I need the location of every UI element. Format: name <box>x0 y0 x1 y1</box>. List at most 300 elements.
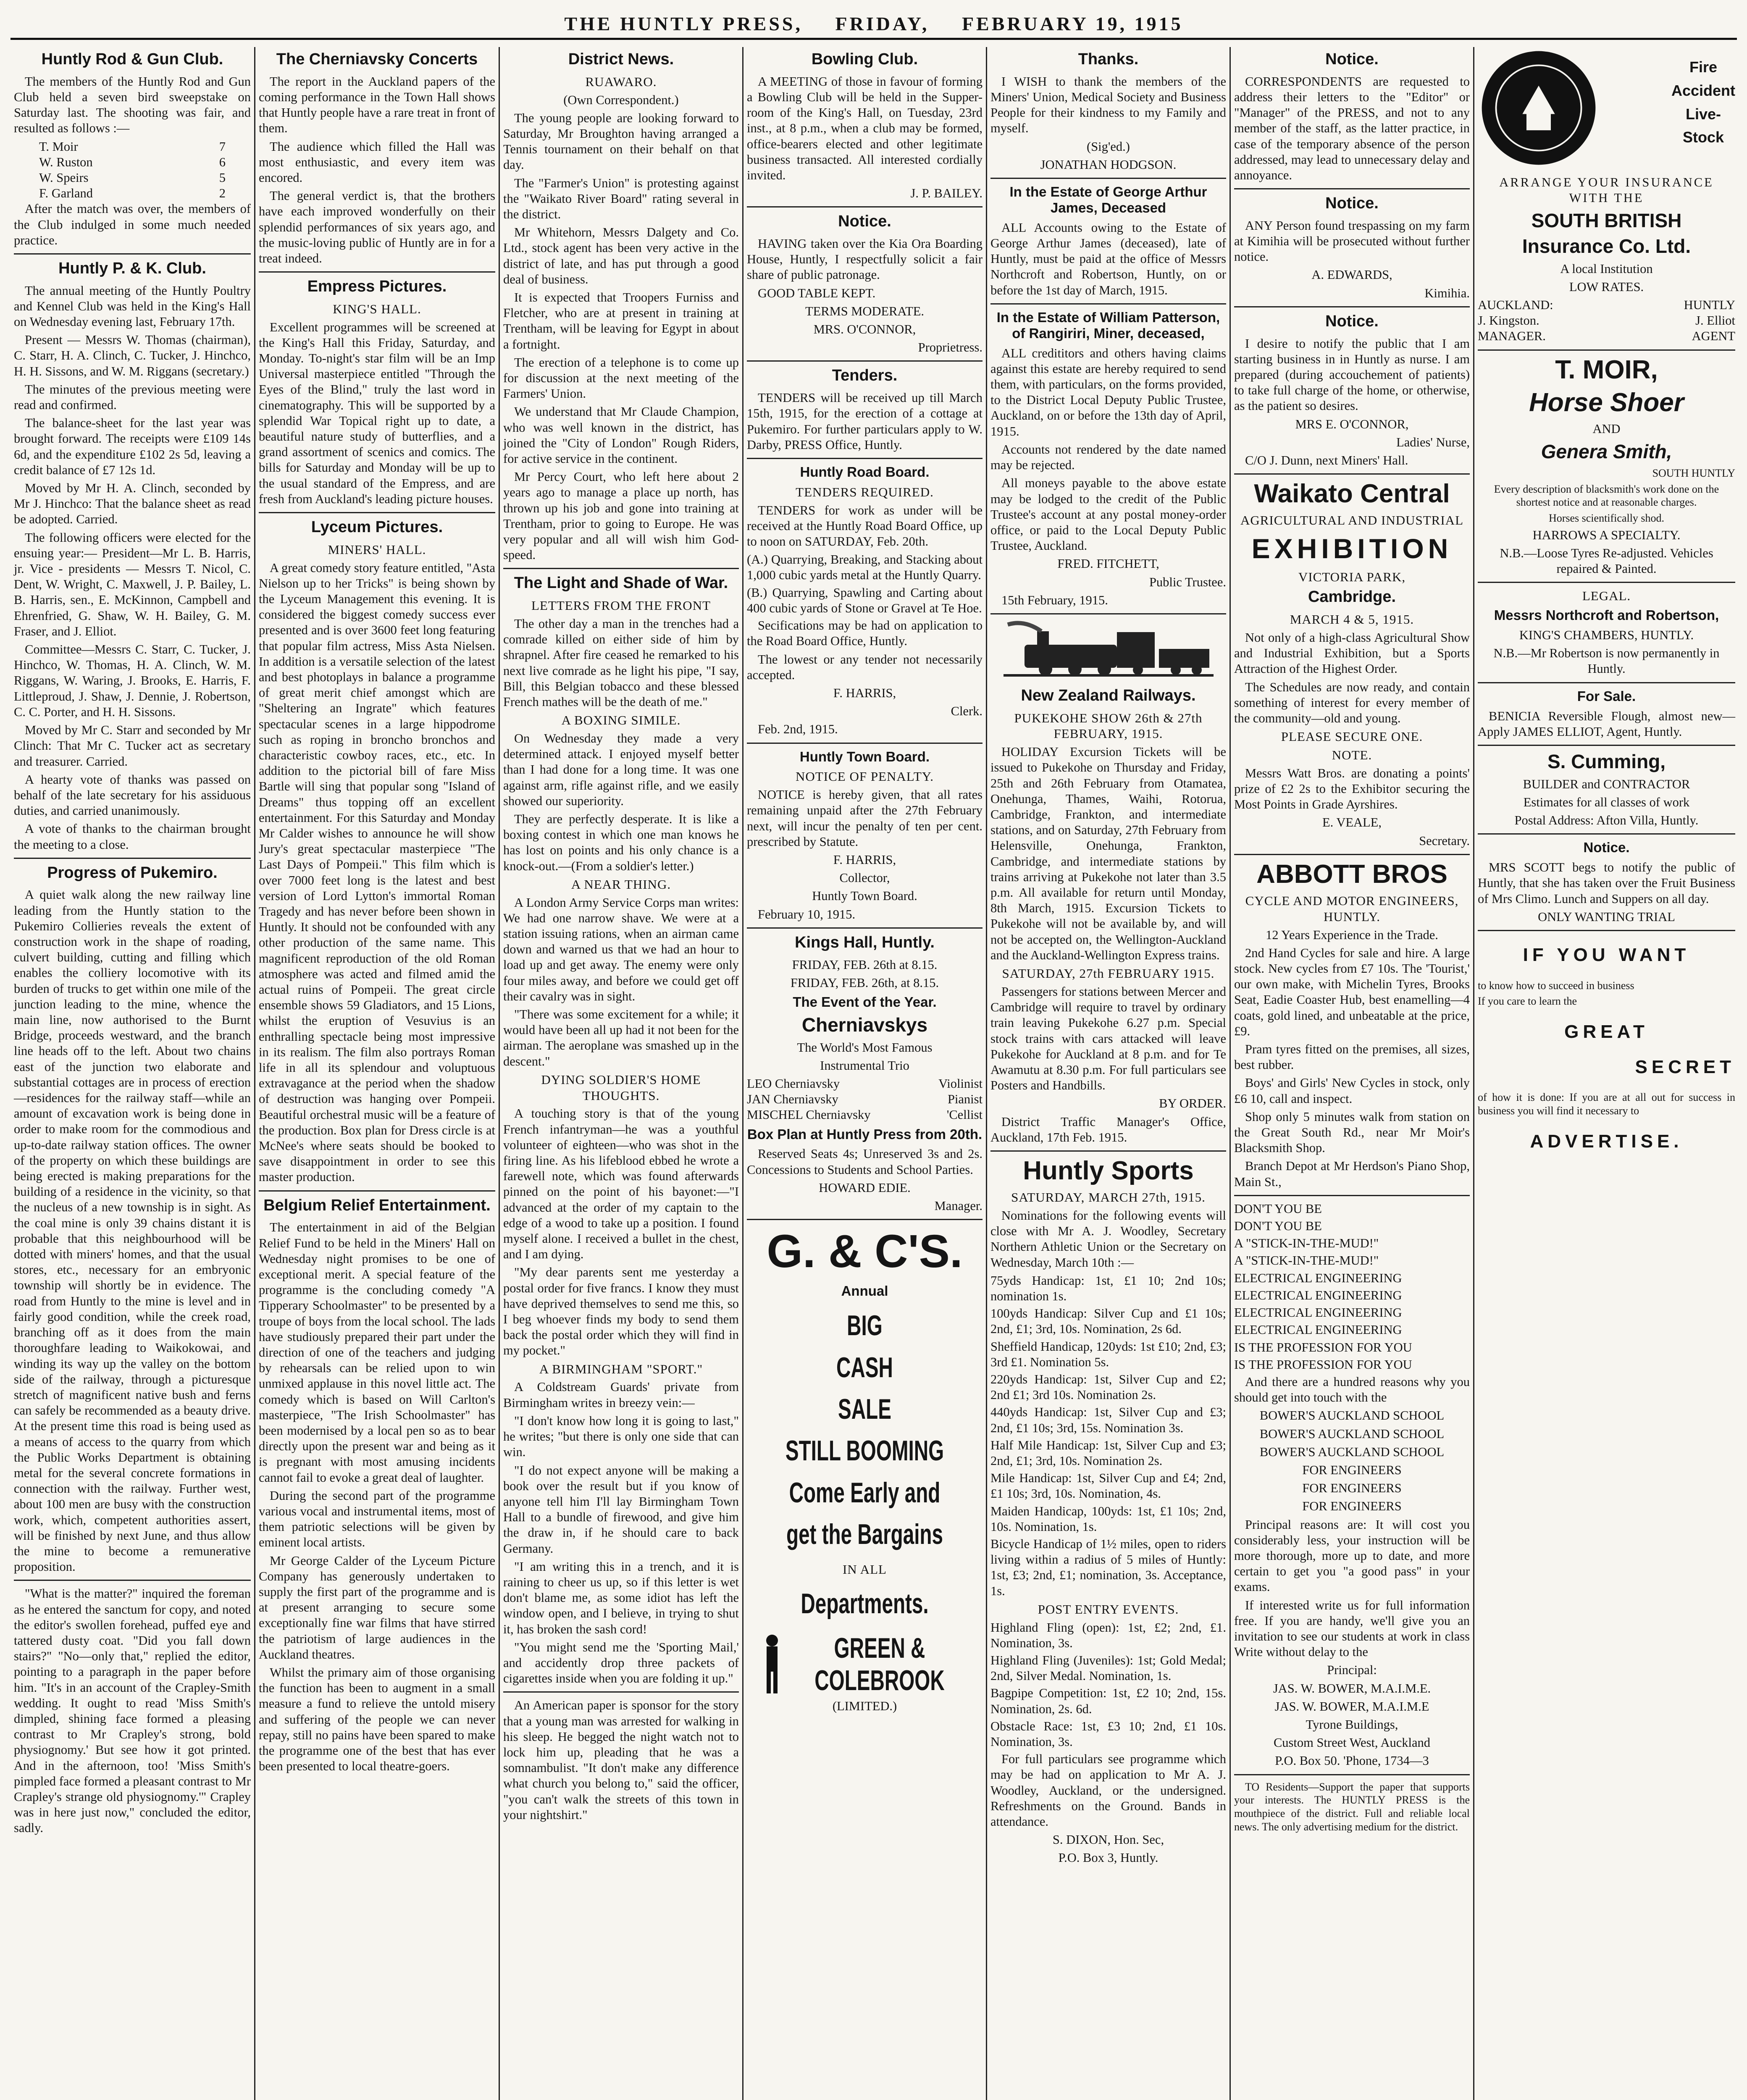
boarding-text: TERMS MODERATE. <box>805 304 924 318</box>
sports-event: Bagpipe Competition: 1st, £2 10; 2nd, 15s. Nomination, 2s. 6d. <box>990 1686 1226 1716</box>
pk-club-text: A vote of thanks to the chairman brought the meeting to a close. <box>14 822 251 852</box>
district-text: The young people are looking forward to Saturday, Mr Broughton having arranged a Tennis tournament on their behalf on that day. <box>503 110 739 172</box>
advertise-if-you-want: IF YOU WANT <box>1523 944 1690 965</box>
waikato-town: Cambridge. <box>1308 588 1396 606</box>
sports-event: 75yds Handicap: 1st, £1 10; 2nd 10s; nomination 1s. <box>990 1273 1226 1303</box>
bower-street: Custom Street West, Auckland <box>1273 1735 1431 1750</box>
war-title: The Light and Shade of War. <box>514 574 728 592</box>
bower-line: DON'T YOU BE <box>1234 1201 1322 1216</box>
bower-ee: ELECTRICAL ENGINEERING <box>1234 1323 1402 1337</box>
divider <box>1478 745 1735 746</box>
bower-school: BOWER'S AUCKLAND SCHOOL <box>1259 1408 1445 1423</box>
cumming-address: Postal Address: Afton Villa, Huntly. <box>1514 813 1699 827</box>
waikato-text: The Schedules are now ready, and contain something of interest for every member of the community—old and young. <box>1234 680 1470 725</box>
railways-by-order: BY ORDER. <box>1159 1096 1226 1111</box>
bowling-text: A MEETING of those in favour of forming a Bowling Club will be held in the Supper-room of the King's Hall, on Tuesday, 23rd inst., at 8 p.m., when a club may be formed, office-bearers elected and other legitimate business transacted. All interested cordially invited. <box>747 74 983 182</box>
abbott-text: Shop only 5 minutes walk from station on the Great South Rd., near Mr Moir's Blacksmith Shop. <box>1234 1109 1470 1155</box>
gc-limited: (LIMITED.) <box>832 1698 897 1713</box>
empress-title: Empress Pictures. <box>307 278 447 296</box>
sports-post-entry: POST ENTRY EVENTS. <box>1038 1601 1179 1617</box>
masthead <box>11 13 1737 40</box>
divider <box>14 1580 251 1581</box>
column-5 <box>986 47 1229 2100</box>
column-6 <box>1229 47 1473 2100</box>
advertise-text: to know how to succeed in business <box>1478 979 1634 992</box>
bower-line: A "STICK-IN-THE-MUD!" <box>1234 1253 1379 1268</box>
kings-hall-signature: HOWARD EDIE. <box>819 1180 911 1195</box>
pukemiro-text: A quiet walk along the new railway line leading from the Huntly station to the Pukemiro Collieries reveals the extent of construction work in the shape of roading, culvert building, cutting and filling which enables the colliery locomotive with its burden of trucks to get within one mile of the junction leading to the mine, whence the main line, now authorised to the Burnt Bridge, proceeds westward, and the branch line heads off to the left. About two chains east of the junction two elaborate and substantial cottages are in process of erection—residences for the railway staff—while an amount of excavation work is being done in order to make room for the commodious and up-to-date railway station offices. The owner of the property on which these buildings are being erected is making preparations for the building of a residence in the vicinity, so that the nucleus of a new township is in sight. As the coal mine is only 39 chains distant it is probable that this neighbourhood will be dotted with miners' homes, and that the usual stores, etc., necessary for an embryonic township will shortly be in evidence. The road from Huntly to the mine is level and in fairly good condition, while the creek road, branching off as it does from the main thoroughfare leading to Waikokowai, and winding its way up the valley on the bottom side of the railway, through a picturesque stretch of magnificent native bush and ferns can safely be recommended as a beauty drive. At the present time this road is being used as a means of access to the quarry from which the Public Works Department is obtaining metal for the several concrete formations in connection with the railway. Further west, about 100 men are busy with the construction work, which, competent authorities assert, will be finished by next June, and thus allow the mine to become a remunerative proposition. <box>14 887 251 1574</box>
divider <box>14 858 251 859</box>
war-text: "My dear parents sent me yesterday a postal order for five francs. I know they must have deprived themselves to send me this, so I beg whoever finds my body to send them back the postal order which they will find in my pocket." <box>503 1265 739 1358</box>
divider <box>747 206 983 207</box>
divider <box>747 1219 983 1220</box>
sleepwalker-anecdote: An American paper is sponsor for the story that a young man was arrested for walking in his sleep. He begged the night watch not to lock him up, pleading that he was a somnambulist. "It don't make any difference what church you belong to," said the officer, "you can't walk the streets of this town in your nightshirt." <box>503 1698 739 1822</box>
lyceum-text: A great comedy story feature entitled, "Asta Nielson up to her Tricks" is being shown by the Lyceum Management this evening. It is considered the biggest comedy success ever presented and is over 3600 feet long featuring that popular film actress, Miss Asta Nielsen. In addition is a versatile selection of the latest and best photoplays in balance a programme of great merit chief amongst which are "Sheltering an Ingrate" which features spectacular scenes in a large hippodrome such as roping in broncho bronchos and characteristic cowboy races, etc., etc. In addition to the pictorial bill of fare Miss Bartle will sing that popular song "Island of Dreams" thus topping off an excellent entertainment. For this Saturday and Monday Mr Calder wishes to announce he will show Jury's great spectacular masterpiece "The Last Days of Pompeii." This film which is over 7000 feet long is the latest and best version of Lord Lytton's immortal Roman Tragedy and has never before been shown in Huntly. It should not be confounded with any other production of the same name. This magnificent reproduction of the old Roman atmosphere was acted and filmed amid the actual ruins of Pompeii. The great circle ensemble shows 59 Gladiators, and 15 Lions, whilst the eruption of Vesuvius is an enthralling spectacle being most impressive in its realism. The film also portrays Roman life in all its splendour and voluptuous extravagance at the period when the shadow of destruction was hanging over Pompeii. Beautiful orchestral music will be a feature of the production. Box plan for Dress circle is at McNee's where seats should be booked to save disappointment in order to see this master production. <box>259 560 495 1184</box>
divider <box>1478 833 1735 835</box>
divider <box>1478 682 1735 683</box>
railways-text: HOLIDAY Excursion Tickets will be issued to Pukekohe on Thursday and Friday, 25th and 26th February from Otamatea, Onehunga, Thames, Waihi, Rotorua, Cambridge, Frankton, and intermediate stations, and on Saturday, 27th February from Helensville, Onehunga, Frankton, Cambridge, and intermediate stations by trains arriving at Pukekohe not later than 3.5 p.m. All available for return until Monday, 8th March, 1915. Excursion Tickets to Pukekohe will not be available by, and will not be accepted on, the Wellington-Auckland and the Auckland-Wellington Express trains. <box>990 745 1226 962</box>
score-row: W. Speirs 5 <box>39 170 226 185</box>
estate-james-text: ALL Accounts owing to the Estate of George Arthur James (deceased), late of Huntly, must be paid at the office of Messrs Northcroft and Robertson, Huntly, on or before the 1st day of March, 1915. <box>990 220 1226 297</box>
moir-text: Every description of blacksmith's work done on the shortest notice and at reasonable charges. <box>1494 483 1719 509</box>
abbott-text: Pram tyres fitted on the premises, all sizes, best rubber. <box>1234 1042 1470 1072</box>
boarding-signature: MRS. O'CONNOR, <box>813 322 916 337</box>
town-board-signature: F. HARRIS, <box>833 853 896 867</box>
insurance-live: Live- <box>1685 105 1721 123</box>
waikato-secure: PLEASE SECURE ONE. <box>1281 729 1423 744</box>
divider <box>1234 854 1470 855</box>
bower-name: JAS. W. BOWER, M.A.I.M.E. <box>1273 1681 1431 1696</box>
divider <box>503 568 739 569</box>
kings-hall-seats: Reserved Seats 4s; Unreserved 3s and 2s. Concessions to Students and School Parties. <box>747 1147 983 1177</box>
column-1 <box>11 47 254 2100</box>
war-text: They are perfectly desperate. It is like a boxing contest in which one man knows he has lost on points and his only chance is a knock-out.—(From a soldier's letter.) <box>503 811 739 873</box>
gc-sale-line: Come Early and <box>789 1476 940 1509</box>
estate-patterson-date: 15th February, 1915. <box>1001 593 1108 607</box>
divider <box>1234 1774 1470 1775</box>
waikato-text: Messrs Watt Bros. are donating a points' prize of £2 2s to the Exhibitor securing the Most Points in Grade Ayrshires. <box>1234 766 1470 812</box>
abbott-text: Branch Depot at Mr Herdson's Piano Shop, Main St., <box>1234 1159 1470 1189</box>
divider <box>1478 930 1735 931</box>
war-text: "I do not expect anyone will be making a book over the result but if you know of anyone tell him I'll lay Birmingham Town Hall to a bundle of firewood, and give him the draw in, if he should care to back Germany. <box>503 1463 739 1556</box>
moir-text: N.B.—Loose Tyres Re-adjusted. Vehicles repaired & Painted. <box>1500 546 1713 576</box>
divider <box>14 253 251 255</box>
thanks-text: I WISH to thank the members of the Miners' Union, Medical Society and Business People for their kindness to my Family and myself. <box>990 74 1226 136</box>
thanks-name: JONATHAN HODGSON. <box>1040 157 1177 172</box>
sports-event: Highland Fling (open): 1st, £2; 2nd, £1. Nomination, 3s. <box>990 1620 1226 1650</box>
district-text: It is expected that Troopers Furniss and Fletcher, who are at present in training at Trentham, will be leaving for Egypt in about a fortnight. <box>503 290 739 352</box>
bower-ee: ELECTRICAL ENGINEERING <box>1234 1288 1402 1302</box>
rod-gun-text: The members of the Huntly Rod and Gun Club held a seven bird sweepstake on Saturday last. The shooting was fair, and resulted as follows :— <box>14 74 251 136</box>
district-text: The "Farmer's Union" is protesting against the "Waikato River Board" rating several in the district. <box>503 176 739 221</box>
sports-event: Highland Fling (Juveniles): 1st; Gold Medal; 2nd, Silver Medal. Nomination, 1s. <box>990 1653 1226 1683</box>
masthead-date: FEBRUARY 19, 1915 <box>962 13 1183 34</box>
moir-smith: Genera Smith, <box>1541 441 1672 463</box>
cherniavsky-concerts-title: The Cherniavsky Concerts <box>276 50 478 68</box>
rod-gun-text: After the match was over, the members of the Club indulged in some much needed practice. <box>14 202 251 247</box>
advertise-text: If you care to learn the <box>1478 995 1577 1008</box>
trespass-signature: A. EDWARDS, <box>1311 268 1392 282</box>
bower-school: BOWER'S AUCKLAND SCHOOL <box>1259 1444 1445 1459</box>
trespass-notice-title: Notice. <box>1325 194 1379 213</box>
empress-venue: KING'S HALL. <box>333 301 421 316</box>
boarding-notice-title: Notice. <box>838 213 891 231</box>
pk-club-text: Moved by Mr C. Starr and seconded by Mr Clinch: That Mr C. Tucker act as secretary and treasurer. Carried. <box>14 723 251 769</box>
pukemiro-title: Progress of Pukemiro. <box>47 864 218 882</box>
bower-text: If interested write us for full information free. If you are handy, we'll give you an invitation to see our students at work in class Write without delay to the <box>1234 1598 1470 1659</box>
nurse-role: Ladies' Nurse, <box>1396 435 1470 449</box>
nurse-signature: MRS E. O'CONNOR, <box>1295 417 1409 431</box>
gc-firm: GREEN & <box>834 1632 925 1664</box>
sports-event: Obstacle Race: 1st, £3 10; 2nd, £1 10s. Nomination, 3s. <box>990 1719 1226 1749</box>
district-news-title: District News. <box>568 50 674 68</box>
scott-text: MRS SCOTT begs to notify the public of Huntly, that she has taken over the Fruit Business of Mrs Climo. Lunch and Suppers on all day. <box>1478 860 1735 906</box>
sports-event: Half Mile Handicap: 1st, Silver Cup and £3; 2nd, £1; 3rd, 10s. Nomination 2s. <box>990 1438 1226 1468</box>
estate-patterson-text: All moneys payable to the above estate may be lodged to the credit of the Public Trustee's account at any postal money-order office, or paid to the Local Deputy Public Trustee, Auckland. <box>990 476 1226 553</box>
gc-in-all: IN ALL <box>842 1562 887 1577</box>
town-board-date: February 10, 1915. <box>758 907 856 921</box>
divider <box>259 512 495 513</box>
waikato-date: MARCH 4 & 5, 1915. <box>1290 612 1414 627</box>
abbott-text: 2nd Hand Cycles for sale and hire. A large stock. New cycles from £7 10s. The 'Tourist,' our own make, with Michelin Tyres, Brooks Seat, Eadie Coaster Hub, best enamelling—4 coats, gold lined, and unbeatable at the price, £9. <box>1234 945 1470 1038</box>
moir-title: T. MOIR, <box>1555 355 1658 384</box>
bower-school: BOWER'S AUCKLAND SCHOOL <box>1259 1426 1445 1441</box>
railways-subtitle: PUKEKOHE SHOW 26th & 27th FEBRUARY, 1915. <box>1014 710 1203 741</box>
war-text: A Coldstream Guards' private from Birmingham writes in breezy vein:— <box>503 1380 739 1410</box>
belgium-text: During the second part of the programme various vocal and instrumental items, most of them patriotic selections will be given by eminent local artists. <box>259 1488 495 1550</box>
cumming-title: S. Cumming, <box>1547 750 1666 772</box>
kings-hall-title: Kings Hall, Huntly. <box>795 933 935 951</box>
kings-hall-date: FRIDAY, FEB. 26th, at 8.15. <box>790 975 939 990</box>
legal-title: LEGAL. <box>1582 588 1631 604</box>
waikato-exhibition: EXHIBITION <box>1251 533 1453 564</box>
divider <box>259 1190 495 1192</box>
estate-patterson-text: ALL credititors and others having claims against this estate are hereby required to send them, with particulars, on the forms provided, to the District Local Deputy Public Trustee, Auckland, on or before the 13th day of April, 1915. <box>990 346 1226 438</box>
road-board-date: Feb. 2nd, 1915. <box>758 722 838 737</box>
for-sale-title: For Sale. <box>1577 688 1636 704</box>
estate-james-title: In the Estate of George Arthur James, Deceased <box>1009 184 1207 215</box>
town-board-role: Huntly Town Board. <box>812 889 917 903</box>
pk-club-text: The minutes of the previous meeting were read and confirmed. <box>14 382 251 412</box>
road-board-item: (A.) Quarrying, Breaking, and Stacking about 1,000 cubic yards metal at the Huntly Quarry. <box>747 552 983 583</box>
gc-sale-line: SALE <box>838 1393 891 1425</box>
masthead-day: FRIDAY, <box>835 13 930 34</box>
railways-title: New Zealand Railways. <box>1021 686 1196 704</box>
scott-trial: ONLY WANTING TRIAL <box>1538 909 1675 924</box>
bower-principal: Principal: <box>1327 1663 1377 1677</box>
tenders-text: TENDERS will be received up till March 15th, 1915, for the erection of a cottage at Pukemiro. For further particulars apply to W. Darby, PRESS Office, Huntly. <box>747 391 983 452</box>
insurance-name: SOUTH BRITISH <box>1531 210 1682 232</box>
town-board-title: Huntly Town Board. <box>799 748 930 764</box>
advertise-advertise: ADVERTISE. <box>1530 1131 1683 1152</box>
belgium-text: Mr George Calder of the Lyceum Picture Company has generously undertaken to supply the first part of the programme and is at present arranging to secure some exceptionally fine war films that have stirred the patriotism of large audiences in the Auckland theatres. <box>259 1553 495 1662</box>
district-place: RUAWARO. <box>585 74 657 89</box>
divider <box>1234 1195 1470 1196</box>
rod-gun-scores <box>14 139 251 202</box>
correspondents-notice-title: Notice. <box>1325 50 1379 68</box>
road-board-signature: F. HARRIS, <box>833 685 896 700</box>
district-text: Mr Percy Court, who left here about 2 years ago to manage a place up north, has thrown up his job and gone into training at Trentham, prior to going to Europe. He was very popular and all will wish him God-speed. <box>503 470 739 562</box>
gc-firm: COLEBROOK <box>814 1664 945 1697</box>
divider <box>747 927 983 929</box>
residents-text: TO Residents—Support the paper that supports your interests. The HUNTLY PRESS is the mouthpiece of the district. Full and reliable local news. The only advertising medium for the district. <box>1234 1780 1470 1833</box>
divider <box>1478 582 1735 583</box>
pk-club-text: Moved by Mr H. A. Clinch, seconded by Mr J. Hinchco: That the balance sheet as read be adopted. Carried. <box>14 481 251 527</box>
column-4 <box>742 47 986 2100</box>
lyceum-venue: MINERS' HALL. <box>328 542 426 557</box>
nurse-address: C/O J. Dunn, next Miners' Hall. <box>1245 453 1408 467</box>
gc-sale-line: CASH <box>836 1351 893 1383</box>
pk-club-text: Committee—Messrs C. Starr, C. Tucker, J. Hinchco, W. Thomas, H. A. Clinch, W. M. Riggans, W. Waring, J. Brooks, E. Harris, F. Littleproud, J. Shaw, J. Dennie, J. Robertson, C. C. Porter, and H. H. Sissons. <box>14 642 251 719</box>
sports-event: Maiden Handicap, 100yds: 1st, £1 10s; 2nd, 10s. Nomination, 1s. <box>990 1504 1226 1534</box>
waikato-subtitle: AGRICULTURAL AND INDUSTRIAL <box>1240 513 1464 528</box>
divider <box>990 303 1226 304</box>
insurance-lines <box>1671 47 1735 149</box>
abbott-subtitle: CYCLE AND MOTOR ENGINEERS, HUNTLY. <box>1245 893 1459 924</box>
district-text: The erection of a telephone is to come up for discussion at the next meeting of the Farmers' Union. <box>503 355 739 401</box>
war-subhead: A NEAR THING. <box>571 877 671 892</box>
sports-date: SATURDAY, MARCH 27th, 1915. <box>1011 1190 1206 1205</box>
legal-nb: N.B.—Mr Robertson is now permanently in Huntly. <box>1493 646 1720 676</box>
moir-harrows: HARROWS A SPECIALTY. <box>1532 528 1681 542</box>
road-board-subtitle: TENDERS REQUIRED. <box>796 484 934 499</box>
abbott-experience: 12 Years Experience in the Trade. <box>1266 927 1438 942</box>
insurance-fire: Fire <box>1689 58 1717 76</box>
insurance-stock: Stock <box>1682 129 1724 146</box>
legal-firm: Messrs Northcroft and Robertson, <box>1494 607 1719 623</box>
divider <box>1234 306 1470 307</box>
insurance-rates: LOW RATES. <box>1569 279 1644 294</box>
war-subhead: A BOXING SIMILE. <box>561 713 681 728</box>
score-row: F. Garland 2 <box>39 186 226 201</box>
advertise-great: GREAT <box>1564 1021 1649 1042</box>
insurance-header <box>1478 47 1735 169</box>
performer-row: MISCHEL Cherniavsky 'Cellist <box>747 1108 983 1122</box>
boarding-role: Proprietress. <box>918 340 983 355</box>
town-board-subtitle: NOTICE OF PENALTY. <box>796 769 934 784</box>
south-british-seal-logo <box>1478 47 1600 169</box>
sports-box: P.O. Box 3, Huntly. <box>1058 1851 1159 1865</box>
figure-icon <box>757 1633 787 1696</box>
bower-for: FOR ENGINEERS <box>1302 1481 1402 1496</box>
gc-departments: Departments. <box>801 1588 929 1620</box>
bower-ee: ELECTRICAL ENGINEERING <box>1234 1270 1402 1285</box>
boarding-text: HAVING taken over the Kia Ora Boarding House, Huntly, I respectfully solicit a fair share of public patronage. <box>747 236 983 282</box>
estate-patterson-text: Accounts not rendered by the date named may be rejected. <box>990 442 1226 472</box>
divider <box>1234 473 1470 475</box>
waikato-note: NOTE. <box>1332 747 1372 762</box>
bower-for: FOR ENGINEERS <box>1302 1462 1402 1477</box>
lyceum-title: Lyceum Pictures. <box>311 518 443 536</box>
cherniavsky-text: The report in the Auckland papers of the coming performance in the Town Hall shows that Huntly people have a rare treat in front of them. <box>259 74 495 136</box>
waikato-role: Secretary. <box>1419 833 1470 848</box>
bowling-signature: J. P. BAILEY. <box>910 186 983 201</box>
town-board-text: NOTICE is hereby given, that all rates remaining unpaid after the 27th February next, will incur the penalty of ten per cent. prescribed by Statute. <box>747 788 983 849</box>
pk-club-text: A hearty vote of thanks was passed on behalf of the late secretary for his assiduous duties, and carried unanimously. <box>14 772 251 818</box>
divider <box>747 458 983 459</box>
divider <box>990 1150 1226 1152</box>
war-subhead: A BIRMINGHAM "SPORT." <box>539 1361 703 1376</box>
thanks-title: Thanks. <box>1078 50 1139 68</box>
bower-text: And there are a hundred reasons why you should get into touch with the <box>1234 1374 1470 1405</box>
war-subtitle: LETTERS FROM THE FRONT <box>531 598 711 613</box>
trespass-text: ANY Person found trespassing on my farm at Kimihia will be prosecuted without further notice. <box>1234 218 1470 264</box>
kings-hall-trio: The World's Most Famous <box>797 1040 933 1055</box>
bower-profession: IS THE PROFESSION FOR YOU <box>1234 1340 1412 1354</box>
war-text: On Wednesday they made a very determined attack. I enjoyed myself better than I had done for a long time. It was one against arm, rifle against rifle, and we easily showed our superiority. <box>503 731 739 808</box>
railways-subhead: SATURDAY, 27th FEBRUARY 1915. <box>1002 966 1215 981</box>
waikato-title: Waikato Central <box>1254 479 1450 509</box>
nurse-notice-title: Notice. <box>1325 312 1379 330</box>
kings-hall-role: Manager. <box>934 1199 983 1213</box>
sports-text: For full particulars see programme which may be had on application to Mr A. J. Woodley, Auckland, or the undersigned. Refreshments on the Ground. Bands in attendance. <box>990 1752 1226 1829</box>
estate-patterson-title: In the Estate of William Patterson, of Rangiriri, Miner, deceased, <box>996 309 1220 341</box>
war-subhead: DYING SOLDIER'S HOME THOUGHTS. <box>541 1072 701 1103</box>
divider <box>1478 349 1735 351</box>
railways-office: District Traffic Manager's Office, Auckland, 17th Feb. 1915. <box>990 1114 1226 1144</box>
road-board-role: Clerk. <box>951 704 983 719</box>
war-text: "There was some excitement for a while; it would have been all up had it not been for the airman. The aeroplane was smashed up in the descent." <box>503 1007 739 1068</box>
bower-profession: IS THE PROFESSION FOR YOU <box>1234 1357 1412 1372</box>
insurance-text: ARRANGE YOUR INSURANCE WITH THE <box>1499 175 1714 205</box>
cherniavsky-text: The audience which filled the Hall was most enthusiastic, and every item was encored. <box>259 139 495 185</box>
advertise-secret: SECRET <box>1635 1056 1735 1077</box>
gc-annual: Annual <box>841 1283 888 1299</box>
bower-line: DON'T YOU BE <box>1234 1219 1322 1234</box>
sports-event: 100yds Handicap: Silver Cup and £1 10s; 2nd, £1; 3rd, 10s. Nomination, 2s 6d. <box>990 1306 1226 1336</box>
gc-sale-line: get the Bargains <box>786 1518 943 1551</box>
insurance-name: Insurance Co. Ltd. <box>1522 235 1691 257</box>
performer-row: JAN Cherniavsky Pianist <box>747 1092 983 1107</box>
sports-event: 220yds Handicap: 1st, Silver Cup and £2; 2nd £1; 3rd 10s. Nomination 2s. <box>990 1372 1226 1402</box>
cherniavsky-text: The general verdict is, that the brothers have each improved wonderfully on their splendid performances of six years ago, and the music-loving public of Huntly are in for a treat indeed. <box>259 189 495 265</box>
sports-event: Mile Handicap: 1st, Silver Cup and £4; 2nd, £1 10s; 3rd, 10s. Nomination, 4s. <box>990 1471 1226 1501</box>
divider <box>747 743 983 744</box>
bower-name: JAS. W. BOWER, M.A.I.M.E <box>1274 1699 1429 1714</box>
tenders-title: Tenders. <box>832 367 898 385</box>
belgium-text: Whilst the primary aim of those organising the function has been to augment in a small measure a fund to relieve the untold misery and suffering of the people we can never repay, still no pains have been spared to make the programme one of the best that has ever been presented to local theatre-goers. <box>259 1665 495 1774</box>
divider <box>990 178 1226 179</box>
gc-sale-line: BIG <box>847 1310 883 1342</box>
legal-chambers: KING'S CHAMBERS, HUNTLY. <box>1519 628 1694 643</box>
nurse-text: I desire to notify the public that I am starting business in in Huntly as nurse. I am prepared (during accouchement of patients) to take full charge of the home, or otherwise, as the patient so desires. <box>1234 336 1470 413</box>
kings-hall-event: The Event of the Year. <box>793 994 937 1010</box>
district-text: Mr Whitehorn, Messrs Dalgety and Co. Ltd., stock agent has been very active in the district of late, and has put through a good deal of business. <box>503 225 739 286</box>
bower-building: Tyrone Buildings, <box>1306 1717 1398 1732</box>
kings-hall-trio: Instrumental Trio <box>820 1058 909 1073</box>
sports-signature: S. DIXON, Hon. Sec, <box>1052 1832 1164 1847</box>
road-board-item: (B.) Quarrying, Spawling and Carting about 400 cubic yards of Stone or Gravel at Te Hoe. <box>747 585 983 615</box>
belgium-text: The entertainment in aid of the Belgian Relief Fund to be held in the Miners' Hall on Wednesday night promises to be one of exceptional merit. A special feature of the programme is the concluding comedy "A Tipperary Schoolmaster" to be presented by a troupe of boys from the local school. The lads have studiously prepared their part under the direction of one of the teachers and judging by rehearsals can be relied upon to win unmixed applause in this novel little act. The comedy which is based on Will Carlton's masterpiece, "The Irish Schoolmaster" has been modernised by a local pen so as to bear directly upon the present war and being as it is pregnant with most amusing incidents cannot fail to evoke a great deal of laughter. <box>259 1220 495 1485</box>
war-text: "I am writing this in a trench, and it is raining to cheer us up, so if this letter is wet don't blame me, as some idiot has left the window open, and I believe, in trying to shut it, has broken the sash cord! <box>503 1559 739 1636</box>
insurance-agents: AUCKLAND: HUNTLY <box>1478 298 1735 312</box>
road-board-title: Huntly Road Board. <box>800 464 930 480</box>
bower-ee: ELECTRICAL ENGINEERING <box>1234 1305 1402 1320</box>
bower-line: A "STICK-IN-THE-MUD!" <box>1234 1236 1379 1251</box>
thanks-signed: (Sig'ed.) <box>1087 139 1130 154</box>
insurance-agents: MANAGER. AGENT <box>1478 329 1735 344</box>
war-text: The other day a man in the trenches had a comrade killed on either side of him by shrapnel. After fire ceased he remarked to his next live comrade as he light his pipe, "I say, Bill, this Belgian tobacco and these blessed French mathes will be the death of me." <box>503 616 739 709</box>
empress-text: Excellent programmes will be screened at the King's Hall this Friday, Saturday, and Monday. To-night's star film will be an Imp Universal masterpiece entitled "Through the Eyes of the Blind," truly the last word in cinematography. This will be supported by a splendid War Topical right up to date, a beautiful nature study of butterflies, and a grand assortment of scenics and comics. The bills for Saturday and Monday will be up to the usual standard of the Empress, and are fresh from Auckland's leading picture houses. <box>259 320 495 506</box>
kings-hall-boxplan: Box Plan at Huntly Press from 20th. <box>747 1126 983 1142</box>
district-text: We understand that Mr Claude Champion, who was well known in the district, has joined the "City of London" Rough Riders, for active service in the continent. <box>503 404 739 466</box>
pk-club-title: Huntly P. & K. Club. <box>58 259 206 277</box>
sports-event: Bicycle Handicap of 1½ miles, open to riders living within a radius of 5 miles of Huntly: 1st, £3; 2nd, £1; nomination, 3s. Acceptance, 1s. <box>990 1536 1226 1598</box>
locomotive-illustration <box>999 620 1218 682</box>
insurance-accident: Accident <box>1671 81 1735 99</box>
bower-text: Principal reasons are: It will cost you considerably less, your instruction will be more thorough, more up to date, and more certain to get you "a good pass" in your exams. <box>1234 1517 1470 1594</box>
column-2 <box>254 47 499 2100</box>
score-row: W. Ruston 6 <box>39 155 226 169</box>
kings-hall-date: FRIDAY, FEB. 26th at 8.15. <box>792 957 938 972</box>
war-text: A London Army Service Corps man writes: We had one narrow shave. We were at a station issuing rations, when an airman came down and warned us that we had an hour to load up and get away. The enemy were only four miles away, and before we could get off their cavalry was in sight. <box>503 895 739 1003</box>
war-text: "You might send me the 'Sporting Mail,' and accidently drop three packets of cigarettes inside when you are folding it up." <box>503 1640 739 1686</box>
pk-club-text: The balance-sheet for the last year was brought forward. The receipts were £109 14s 6d, and the expenditure £102 2s 5d, leaving a credit balance of £7 12s 1d. <box>14 416 251 477</box>
estate-patterson-role: Public Trustee. <box>1149 575 1226 589</box>
road-board-text: Secifications may be had on application to the Road Board Office, Huntly. <box>747 618 983 648</box>
moir-horse-shoer: Horse Shoer <box>1529 388 1684 417</box>
masthead-paper: THE HUNTLY PRESS, <box>564 13 803 34</box>
pk-club-text: The following officers were elected for the ensuing year:— President—Mr L. B. Harris, jr. Vice - presidents — Messrs T. Nicol, C. Dent, W. Wright, C. Maxwell, J. P. Bailey, L. B. Harris, sen., E. McKinnon, Campbell and Ehrenfried, G. Shaw, W. H. Bailey, G. M. Fraser, and J. Elliot. <box>14 530 251 638</box>
divider <box>259 271 495 273</box>
town-board-role: Collector, <box>839 871 890 885</box>
sports-title: Huntly Sports <box>1023 1156 1194 1185</box>
war-text: A touching story is that of the young French infantryman—he was a youthful volunteer of eighteen—who was shot in the firing line. As his lifeblood ebbed he wrote a farewell note, which was found afterwards pinned on the point of his bayonet:—"I advanced at the order of my captain to the edge of a wood to take up a position. I found myself alone. I received a bullet in the chest, and I am dying. <box>503 1106 739 1262</box>
bower-for: FOR ENGINEERS <box>1302 1499 1402 1514</box>
for-sale-text: BENICIA Reversible Flough, almost new—Apply JAMES ELLIOT, Agent, Huntly. <box>1478 709 1735 739</box>
pk-club-text: Present — Messrs W. Thomas (chairman), C. Starr, H. A. Clinch, C. Tucker, J. Hinchco, H. H. Sissons, and W. M. Riggans (secretary.) <box>14 333 251 378</box>
editor-anecdote: "What is the matter?" inquired the foreman as he entered the sanctum for copy, and noted the editor's swollen forehead, puffed eye and tattered dusty coat. "Did you fall down stairs?" "No—only that," replied the editor, pointing to a paragraph in the paper before him. "It's in an account of the Crapley-Smith wedding. It ought to read 'Miss Smith's dimpled, shining face formed a pleasing contrast to Mr Crapley's strong, bold physiognomy.' But see how it got printed. And in the afternoon, too! 'Miss Smith's pimpled face formed a pleasant contrast to Mr Crapley's strange old physiognomy.'" Crapley was in here just now," concluded the editor, sadly. <box>14 1586 251 1835</box>
moir-place: SOUTH HUNTLY <box>1652 467 1735 479</box>
score-row: T. Moir 7 <box>39 139 226 154</box>
railways-text: Passengers for stations between Mercer and Cambridge will require to travel by ordinary train leaving Pukekohe 6.27 p.m. Special stock trains with cars attacked will leave Pukekohe for Auckland at 8 p.m. and for Te Awamutu at 8.30 p.m. For full particulars see Posters and Handbills. <box>990 984 1226 1093</box>
trespass-place: Kimihia. <box>1424 286 1470 300</box>
moir-and: AND <box>1592 421 1621 436</box>
bower-box: P.O. Box 50. 'Phone, 1734—3 <box>1275 1754 1429 1768</box>
column-7 <box>1473 47 1739 2100</box>
road-board-text: The lowest or any tender not necessarily accepted. <box>747 652 983 682</box>
sports-text: Nominations for the following events will close with Mr A. J. Woodley, Secretary Northern Athletic Union or the Secretary on Wednesday, March 10th :— <box>990 1208 1226 1270</box>
waikato-text: Not only of a high-class Agricultural Show and Industrial Exhibition, but a Sports Attraction of the Highest Order. <box>1234 630 1470 676</box>
pk-club-text: The annual meeting of the Huntly Poultry and Kennel Club was held in the King's Hall on Wednesday evening last, February 17th. <box>14 283 251 329</box>
war-text: "I don't know how long it is going to last," he writes; "but there is only one side that can win. <box>503 1413 739 1460</box>
sports-event: Sheffield Handicap, 120yds: 1st £10; 2nd, £3; 3rd £1. Nomination 5s. <box>990 1339 1226 1369</box>
boarding-text: GOOD TABLE KEPT. <box>758 286 876 300</box>
gc-footer <box>747 1631 983 1698</box>
scott-notice-title: Notice. <box>1583 840 1630 856</box>
waikato-signature: E. VEALE, <box>1322 815 1382 830</box>
gc-sale-title: G. & C'S. <box>767 1226 963 1278</box>
advertise-text: of how it is done: If you are at all out for success in business you will find it necessary to <box>1478 1091 1735 1117</box>
abbott-bros-title: ABBOTT BROS <box>1256 859 1448 889</box>
divider <box>747 360 983 362</box>
insurance-agents: J. Kingston. J. Elliot <box>1478 313 1735 328</box>
district-correspondent: (Own Correspondent.) <box>563 92 679 107</box>
road-board-text: TENDERS for work as under will be received at the Huntly Road Board Office, up to noon on SATURDAY, Feb. 20th. <box>747 503 983 549</box>
divider <box>503 1691 739 1693</box>
sports-event: 440yds Handicap: 1st, Silver Cup and £3; 2nd, £1 10s; 3rd, 15s. Nomination 3s. <box>990 1405 1226 1435</box>
kings-hall-performers: Cherniavskys <box>801 1013 928 1036</box>
divider <box>1234 188 1470 189</box>
divider <box>990 613 1226 614</box>
gc-sale-line: STILL BOOMING <box>785 1435 944 1467</box>
estate-patterson-signature: FRED. FITCHETT, <box>1057 556 1159 571</box>
bowling-club-title: Bowling Club. <box>811 50 918 68</box>
abbott-text: Boys' and Girls' New Cycles in stock, only £6 10, call and inspect. <box>1234 1076 1470 1106</box>
column-3 <box>499 47 742 2100</box>
rod-gun-title: Huntly Rod & Gun Club. <box>41 50 223 68</box>
waikato-park: VICTORIA PARK, <box>1298 569 1406 584</box>
